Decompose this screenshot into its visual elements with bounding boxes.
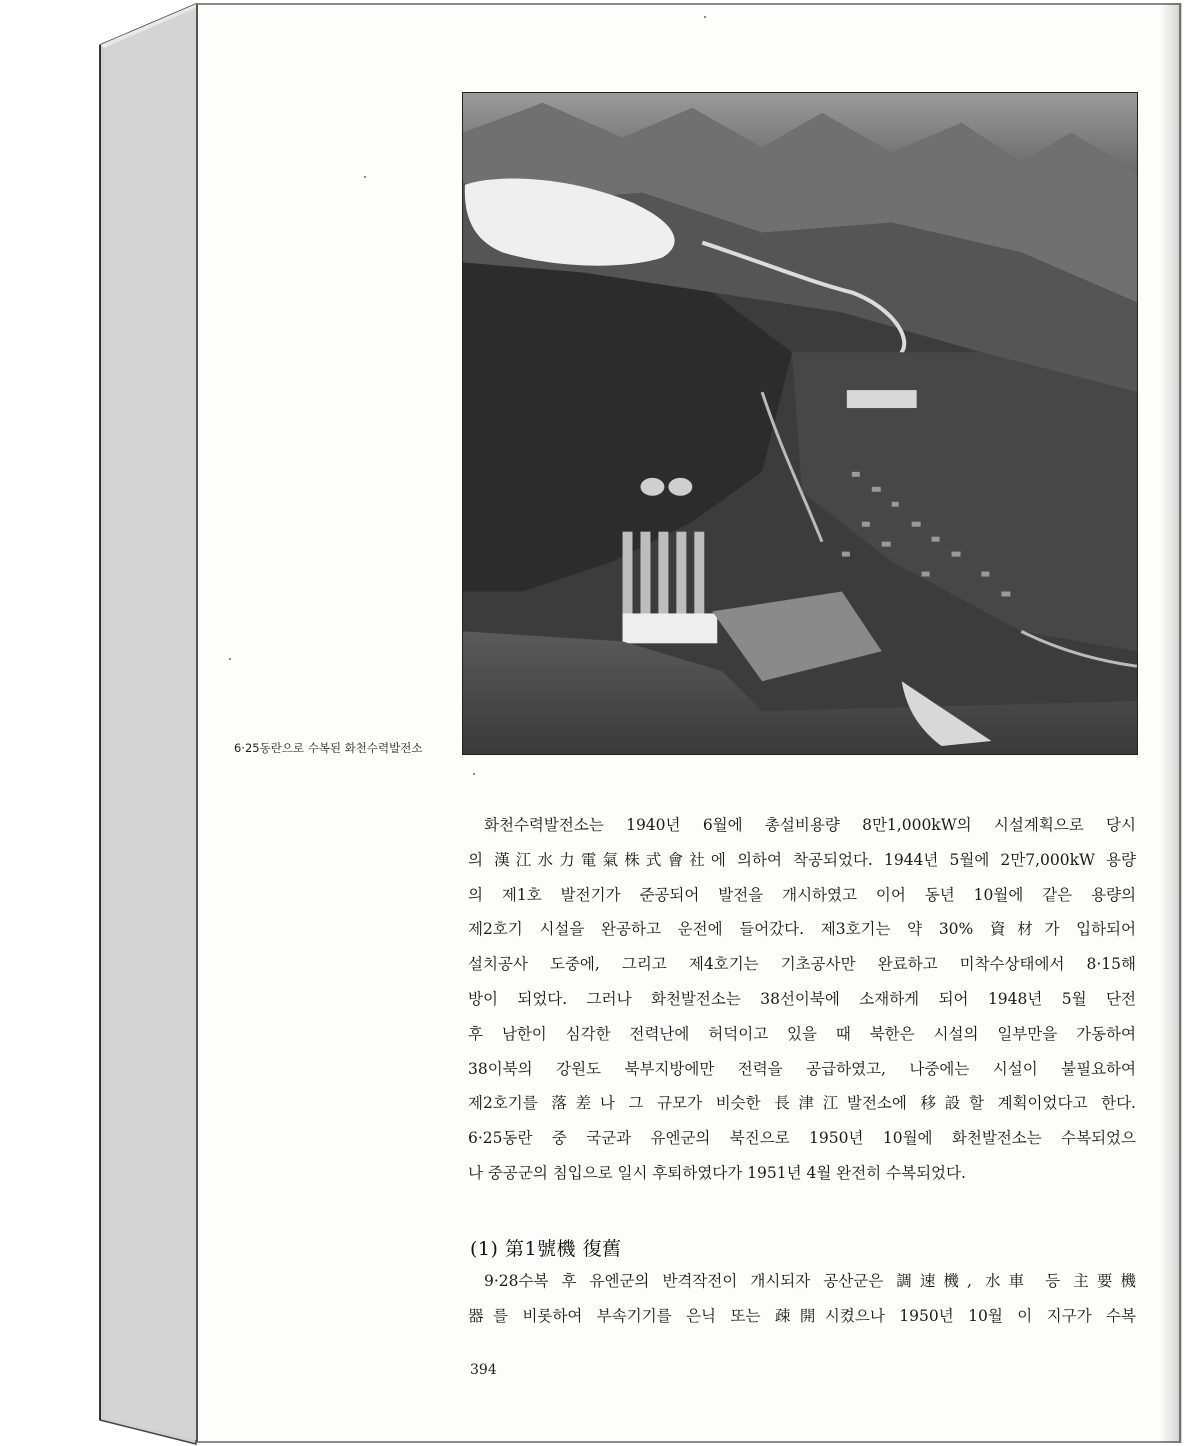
- aerial-photo: [462, 92, 1138, 755]
- paragraph-line: 화천수력발전소는 1940년 6월에 총설비용량 8만1,000kW의 시설계획으로 당시: [484, 816, 1136, 834]
- paragraph-line: 의 제1호 발전기가 준공되어 발전을 개시하였고 이어 동년 10월에 같은 용량의: [468, 885, 1136, 904]
- page-number: 394: [470, 1362, 497, 1378]
- paragraph-line: 제2호기를 落差나 그 규모가 비슷한 長津江발전소에 移設할 계획이었다고 한다.: [468, 1094, 1136, 1113]
- section-heading: (1) 第1號機 復舊: [470, 1238, 622, 1260]
- paragraph-line: 후 남한이 심각한 전력난에 허덕이고 있을 때 북한은 시설의 일부만을 가동하여: [468, 1024, 1136, 1043]
- section-line: 器를 비롯하여 부속기기를 은닉 또는 疎開시켰으나 1950년 10월 이 지구가 수복: [468, 1307, 1136, 1325]
- paragraph-line: 나 중공군의 침입으로 일시 후퇴하였다가 1951년 4월 완전히 수복되었다.: [468, 1163, 966, 1182]
- section-line: 9·28수복 후 유엔군의 반격작전이 개시되자 공산군은 調速機, 水車 등 主要機: [484, 1272, 1136, 1290]
- paragraph-line: 설치공사 도중에, 그리고 제4호기는 기초공사만 완료하고 미착수상태에서 8·15해: [468, 955, 1136, 974]
- paragraph-line: 제2호기 시설을 완공하고 운전에 들어갔다. 제3호기는 약 30% 資材가 입하되어: [468, 920, 1136, 939]
- photo-aerial-hydropower-plant-icon: [463, 93, 1137, 754]
- main-paragraph: [468, 808, 1136, 1191]
- section-paragraph: [468, 1264, 1136, 1334]
- photo-caption: 6·25동란으로 수복된 화천수력발전소: [234, 741, 423, 755]
- paragraph-line: 38이북의 강원도 북부지방에만 전력을 공급하였고, 나중에는 시설이 불필요하여: [468, 1059, 1136, 1078]
- book-edge: [0, 0, 200, 1446]
- paragraph-line: 의 漢江水力電氣株式會社에 의하여 착공되었다. 1944년 5월에 2만7,000kW 용량: [468, 850, 1136, 869]
- paragraph-line: 6·25동란 중 국군과 유엔군의 북진으로 1950년 10월에 화천발전소는 수복되었으: [468, 1129, 1136, 1148]
- paragraph-line: 방이 되었다. 그러나 화천발전소는 38선이북에 소재하게 되어 1948년 5월 단전: [468, 989, 1136, 1008]
